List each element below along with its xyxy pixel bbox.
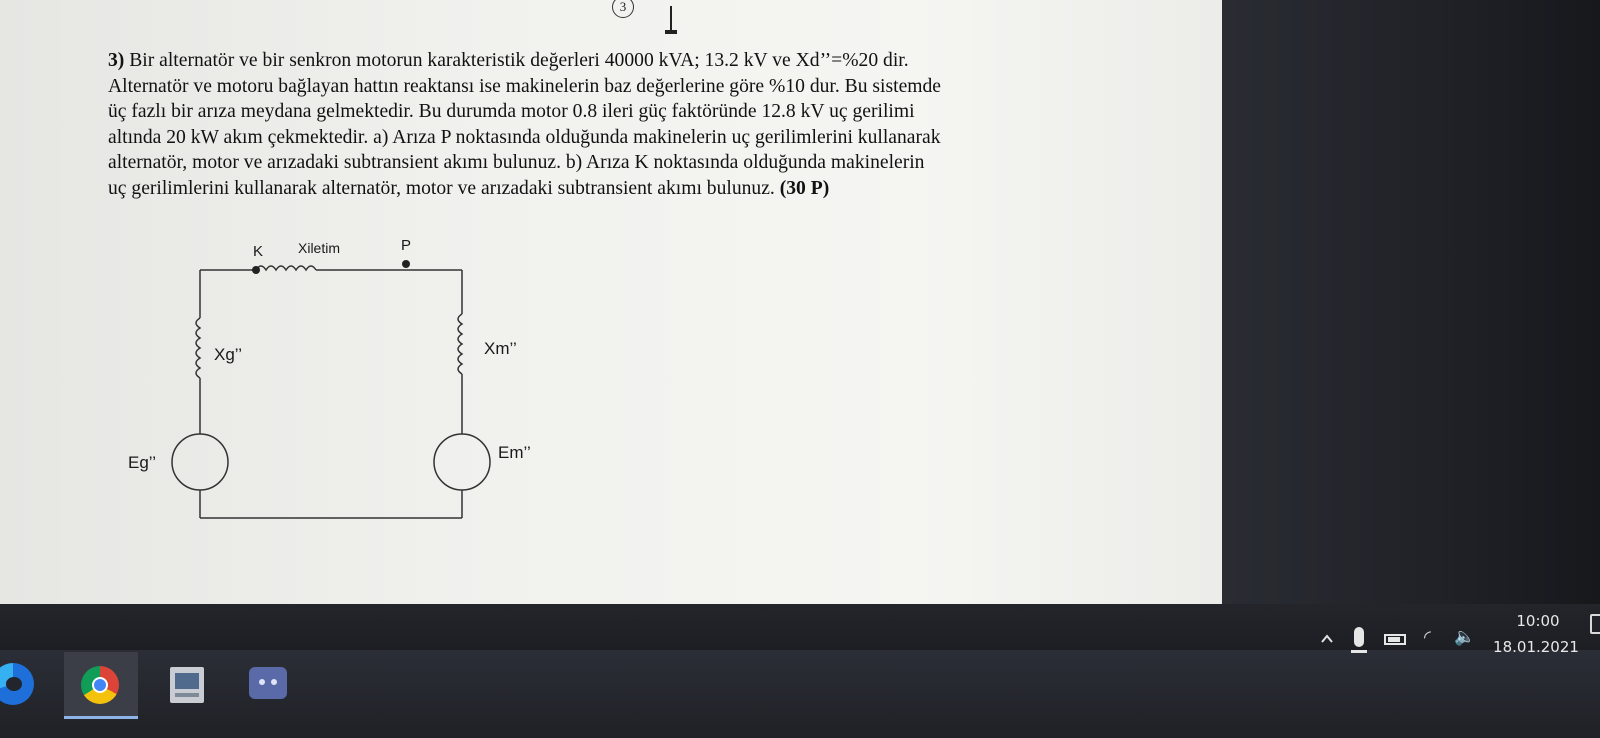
- motor-reactance-label: Xm’’: [484, 339, 517, 358]
- active-app-indicator: [64, 716, 138, 719]
- gen-emf-label: Eg’’: [128, 453, 157, 472]
- question-line-4: altında 20 kW akım çekmektedir. a) Arıza P noktasında olduğunda makinelerin uç gerilimlerini kullanarak: [108, 126, 941, 148]
- screen-dark-edge: [1222, 0, 1600, 610]
- question-line-2: Alternatör ve motoru bağlayan hattın reaktansı ise makinelerin baz değerlerine göre %10 dur. Bu sistemde: [108, 75, 942, 97]
- question-line-1: 3) Bir alternatör ve bir senkron motorun karakteristik değerleri 40000 kVA; 13.2 kV ve Xd’’=%20 dir.: [108, 50, 909, 71]
- question-line-3: üç fazlı bir arıza meydana gelmektedir. Bu durumda motor 0.8 ileri güç faktöründe 12.8 kV uç gerilimi: [108, 101, 915, 122]
- line-inductor: [256, 266, 316, 270]
- clock-date[interactable]: 18.01.2021: [1493, 638, 1579, 656]
- clock-time[interactable]: 10:00: [1516, 612, 1560, 630]
- gen-inductor: [196, 318, 200, 378]
- battery-icon[interactable]: [1384, 634, 1406, 645]
- wifi-icon[interactable]: ◜: [1424, 627, 1431, 648]
- microphone-icon[interactable]: [1354, 627, 1364, 647]
- document-app-icon[interactable]: [170, 667, 204, 703]
- motor-emf-label: Em’’: [498, 443, 531, 462]
- gen-reactance-label: Xg’’: [214, 345, 243, 364]
- motor-inductor: [458, 314, 462, 374]
- text-cursor-icon: [670, 6, 672, 32]
- speaker-icon[interactable]: 🔈: [1454, 627, 1476, 647]
- node-k-dot: [252, 266, 260, 274]
- line-reactance-label: Xiletim: [298, 240, 341, 256]
- gen-source-circle: [172, 434, 228, 490]
- motor-source-circle: [434, 434, 490, 490]
- node-k-label: K: [252, 243, 264, 260]
- question-text: [108, 48, 1138, 201]
- notification-icon[interactable]: [1590, 614, 1600, 634]
- question-line-5: alternatör, motor ve arızadaki subtransient akımı bulunuz. b) Arıza K noktasında olduğunda makinelerin: [108, 152, 925, 173]
- question-line-6: uç gerilimlerini kullanarak alternatör, motor ve arızadaki subtransient akımı bulunuz. (30 P): [108, 177, 830, 199]
- node-p-label: P: [400, 237, 412, 254]
- taskbar: [0, 650, 1600, 738]
- chevron-up-icon[interactable]: [1320, 632, 1334, 646]
- node-p-dot: [402, 260, 410, 268]
- page-number-badge: 3: [612, 0, 634, 18]
- circuit-diagram: [110, 228, 570, 528]
- question-points: (30 P): [779, 177, 830, 199]
- question-number: 3): [108, 50, 125, 71]
- chrome-icon[interactable]: [81, 666, 119, 704]
- discord-icon[interactable]: [249, 667, 287, 699]
